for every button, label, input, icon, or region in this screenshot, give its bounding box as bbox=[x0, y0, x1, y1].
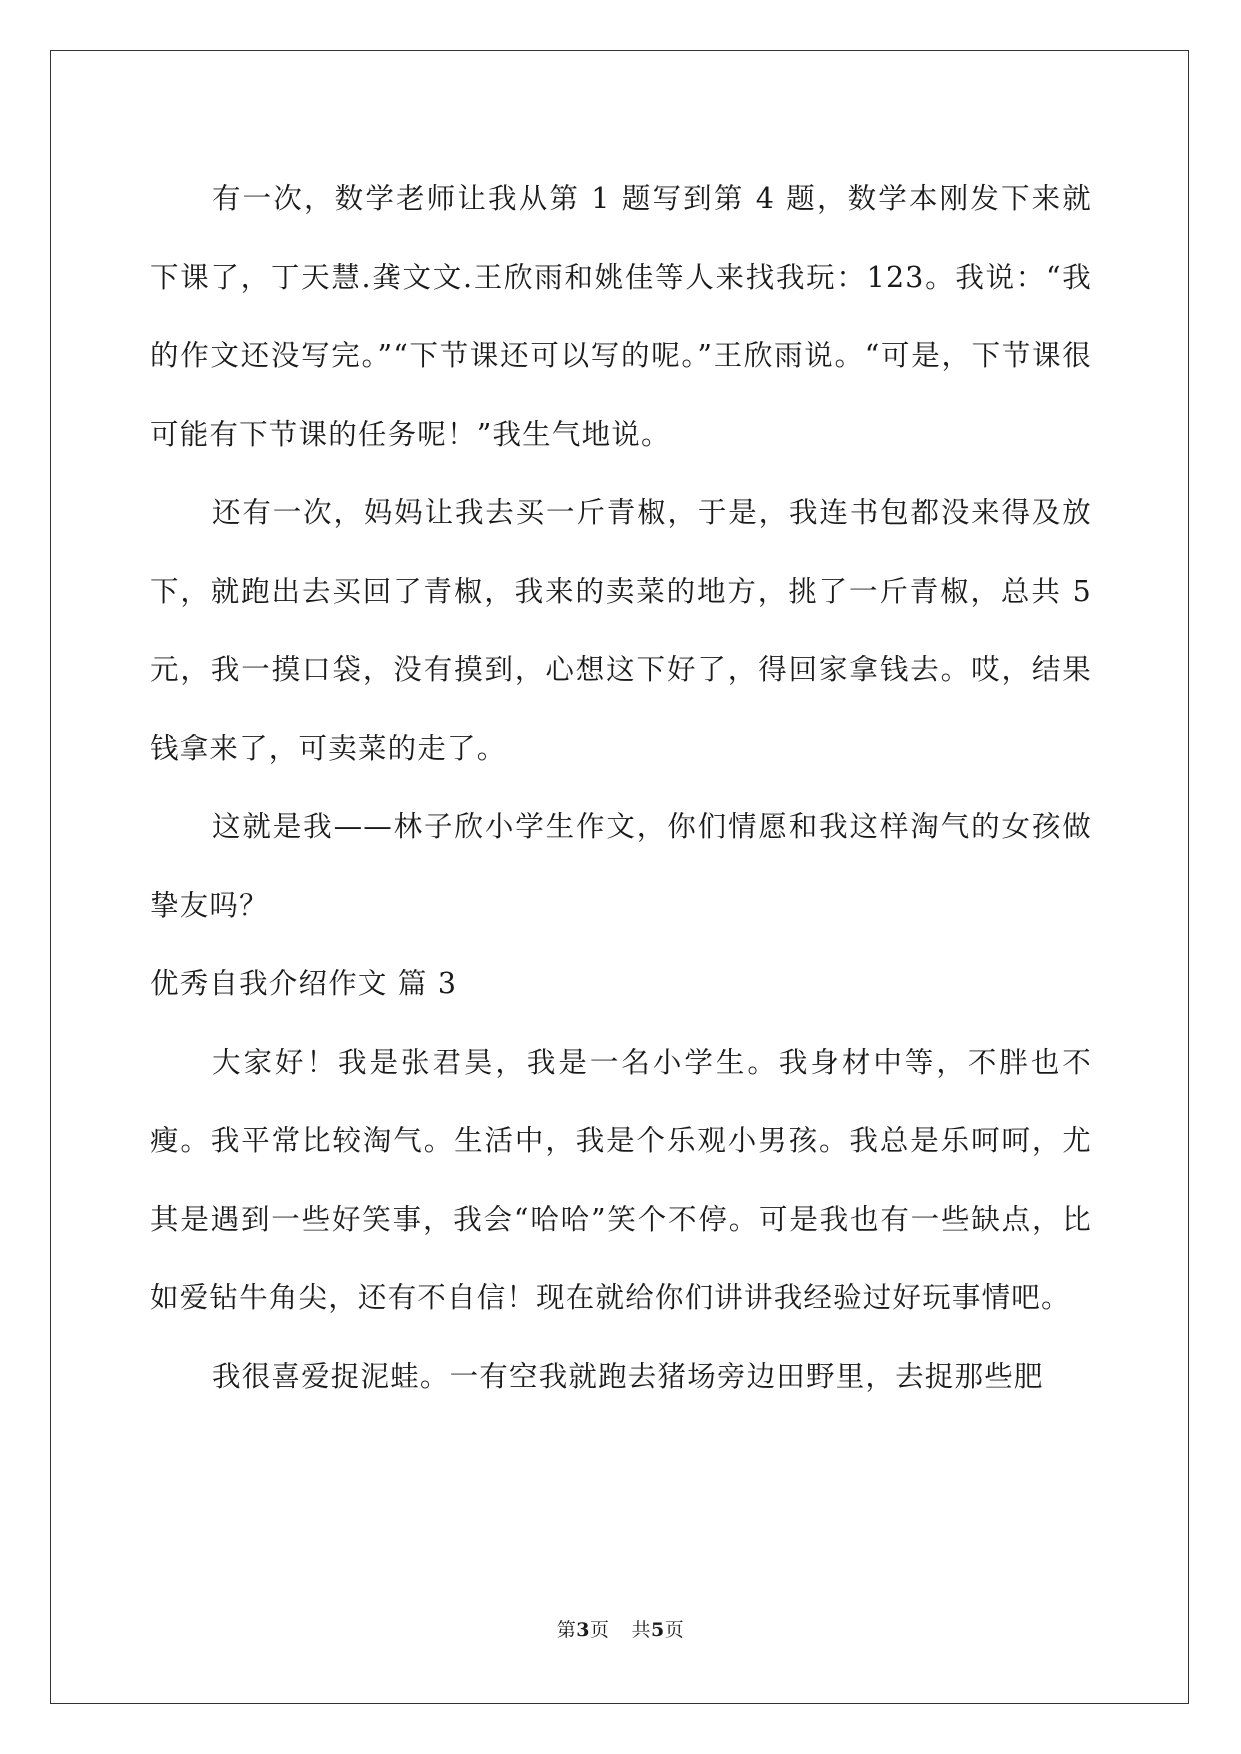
footer-total-number: 5 bbox=[651, 1619, 665, 1641]
paragraph-buy-peppers: 还有一次，妈妈让我去买一斤青椒，于是，我连书包都没来得及放下，就跑出去买回了青椒，我来的卖菜的地方，挑了一斤青椒，总共 5 元，我一摸口袋，没有摸到，心想这下好了，得回家拿钱去。哎，结果钱拿来了，可卖菜的走了。 bbox=[150, 496, 1092, 765]
footer-page-number: 3 bbox=[576, 1619, 590, 1641]
section-heading: 优秀自我介绍作文 篇 3 bbox=[150, 967, 458, 1000]
paragraph-catching-frogs: 我很喜爱捉泥蛙。一有空我就跑去猪场旁边田野里，去捉那些肥 bbox=[212, 1359, 1044, 1393]
document-body bbox=[150, 160, 1092, 1416]
footer-total-prefix: 共 bbox=[631, 1619, 652, 1641]
paragraph-math-homework: 有一次，数学老师让我从第 1 题写到第 4 题，数学本刚发下来就下课了，丁天慧.龚文文.王欣雨和姚佳等人来找我玩：123。我说：“我的作文还没写完。”“下节课还可以写的呢。”王欣雨说。“可是，下节课很可能有下节课的任务呢！”我生气地说。 bbox=[150, 182, 1092, 451]
footer-page-suffix: 页 bbox=[589, 1619, 610, 1641]
footer-total-suffix: 页 bbox=[664, 1619, 685, 1641]
page-footer bbox=[0, 1615, 1241, 1642]
paragraph-self-introduction: 大家好！我是张君昊，我是一名小学生。我身材中等，不胖也不瘦。我平常比较淘气。生活中，我是个乐观小男孩。我总是乐呵呵，尤其是遇到一些好笑事，我会“哈哈”笑个不停。可是我也有一些缺点，比如爱钻牛角尖，还有不自信！现在就给你们讲讲我经验过好玩事情吧。 bbox=[150, 1045, 1092, 1314]
footer-page-prefix: 第 bbox=[556, 1619, 577, 1641]
paragraph-closing-question: 这就是我——林子欣小学生作文，你们情愿和我这样淘气的女孩做挚友吗？ bbox=[150, 810, 1092, 922]
